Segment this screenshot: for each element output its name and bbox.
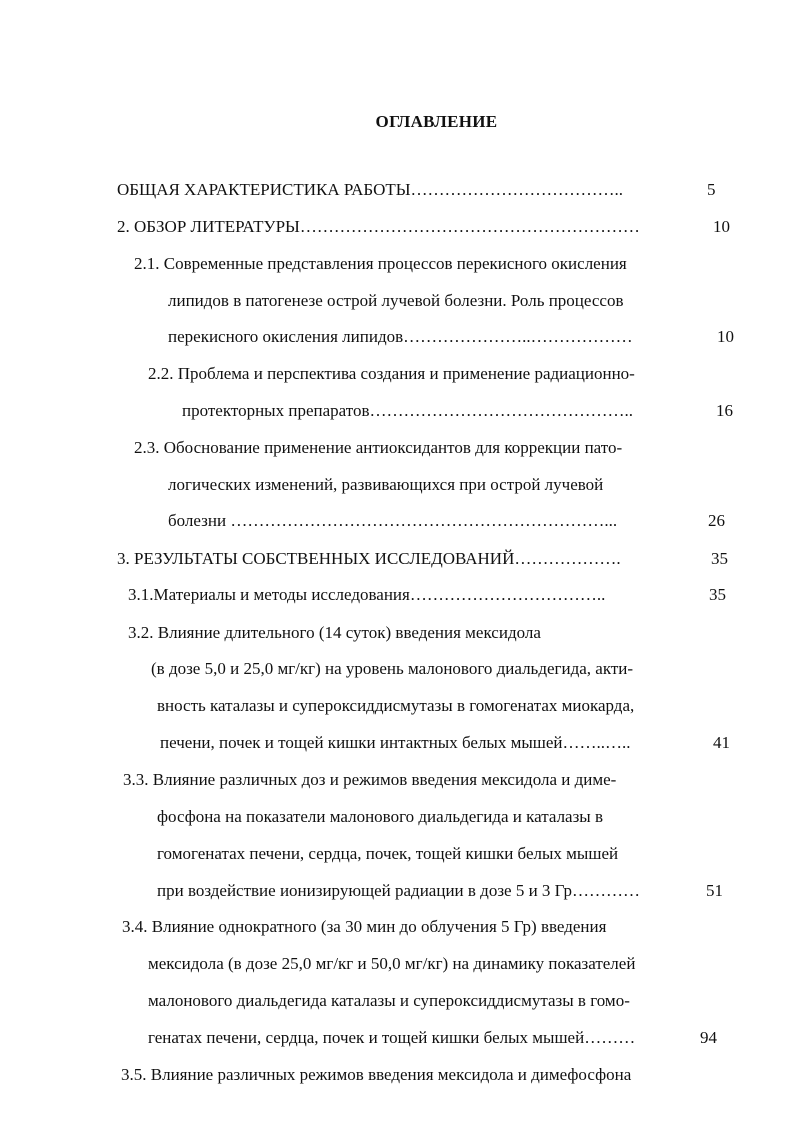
toc-entry-line: малонового диальдегида каталазы и супероксиддисмутазы в гомо- xyxy=(148,991,630,1010)
toc-entry-line: перекисного окисления липидов…………………..……………… xyxy=(168,327,633,346)
toc-page-number: 10 xyxy=(717,327,734,346)
toc-page-number: 41 xyxy=(713,733,730,752)
toc-entry-line: болезни …………………………………………………………... xyxy=(168,511,618,530)
toc-entry-line: гомогенатах печени, сердца, почек, тощей кишки белых мышей xyxy=(157,844,619,863)
page-title: ОГЛАВЛЕНИЕ xyxy=(375,112,498,131)
toc-entry-line: 3. РЕЗУЛЬТАТЫ СОБСТВЕННЫХ ИССЛЕДОВАНИЙ………………. xyxy=(117,549,621,568)
toc-entry-line: фосфона на показатели малонового диальдегида и каталазы в xyxy=(157,807,604,826)
toc-page-number: 51 xyxy=(706,881,723,900)
toc-entry-line: 2.2. Проблема и перспектива создания и применение радиационно- xyxy=(148,364,635,383)
toc-entry-line: 3.5. Влияние различных режимов введения мексидола и димефосфона xyxy=(121,1065,632,1084)
toc-entry-line: (в дозе 5,0 и 25,0 мг/кг) на уровень малонового диальдегида, акти- xyxy=(151,659,634,678)
toc-page-number: 35 xyxy=(709,585,726,604)
toc-page-number: 26 xyxy=(708,511,725,530)
toc-entry-line: 3.4. Влияние однократного (за 30 мин до облучения 5 Гр) введения xyxy=(122,917,607,936)
toc-entry-line: генатах печени, сердца, почек и тощей кишки белых мышей……… xyxy=(148,1028,636,1047)
toc-entry-line: 3.1.Материалы и методы исследования…………………………….. xyxy=(128,585,606,604)
toc-page-number: 94 xyxy=(700,1028,717,1047)
toc-page-number: 35 xyxy=(711,549,728,568)
toc-page-number: 10 xyxy=(713,217,730,236)
toc-entry-line: 2.1. Современные представления процессов перекисного окисления xyxy=(134,254,627,273)
toc-entry-line: вность каталазы и супероксиддисмутазы в гомогенатах миокарда, xyxy=(157,696,635,715)
toc-page-number: 5 xyxy=(707,180,716,199)
toc-entry-line: печени, почек и тощей кишки интактных белых мышей……..….. xyxy=(160,733,631,752)
toc-entry-line: логических изменений, развивающихся при острой лучевой xyxy=(168,475,604,494)
toc-entry-line: при воздействие ионизирующей радиации в дозе 5 и 3 Гр………… xyxy=(157,881,640,900)
toc-entry-line: протекторных препаратов……………………………………….. xyxy=(182,401,633,420)
toc-page-number: 16 xyxy=(716,401,733,420)
toc-entry-line: ОБЩАЯ ХАРАКТЕРИСТИКА РАБОТЫ……………………………….. xyxy=(117,180,624,199)
toc-entry-line: 3.3. Влияние различных доз и режимов введения мексидола и диме- xyxy=(123,770,617,789)
toc-entry-line: липидов в патогенезе острой лучевой болезни. Роль процессов xyxy=(168,291,624,310)
toc-entry-line: 3.2. Влияние длительного (14 суток) введения мексидола xyxy=(128,623,541,642)
toc-entry-line: мексидола (в дозе 25,0 мг/кг и 50,0 мг/кг) на динамику показателей xyxy=(148,954,636,973)
toc-entry-line: 2.3. Обоснование применение антиоксидантов для коррекции пато- xyxy=(134,438,623,457)
toc-entry-line: 2. ОБЗОР ЛИТЕРАТУРЫ…………………………………………………… xyxy=(117,217,640,236)
